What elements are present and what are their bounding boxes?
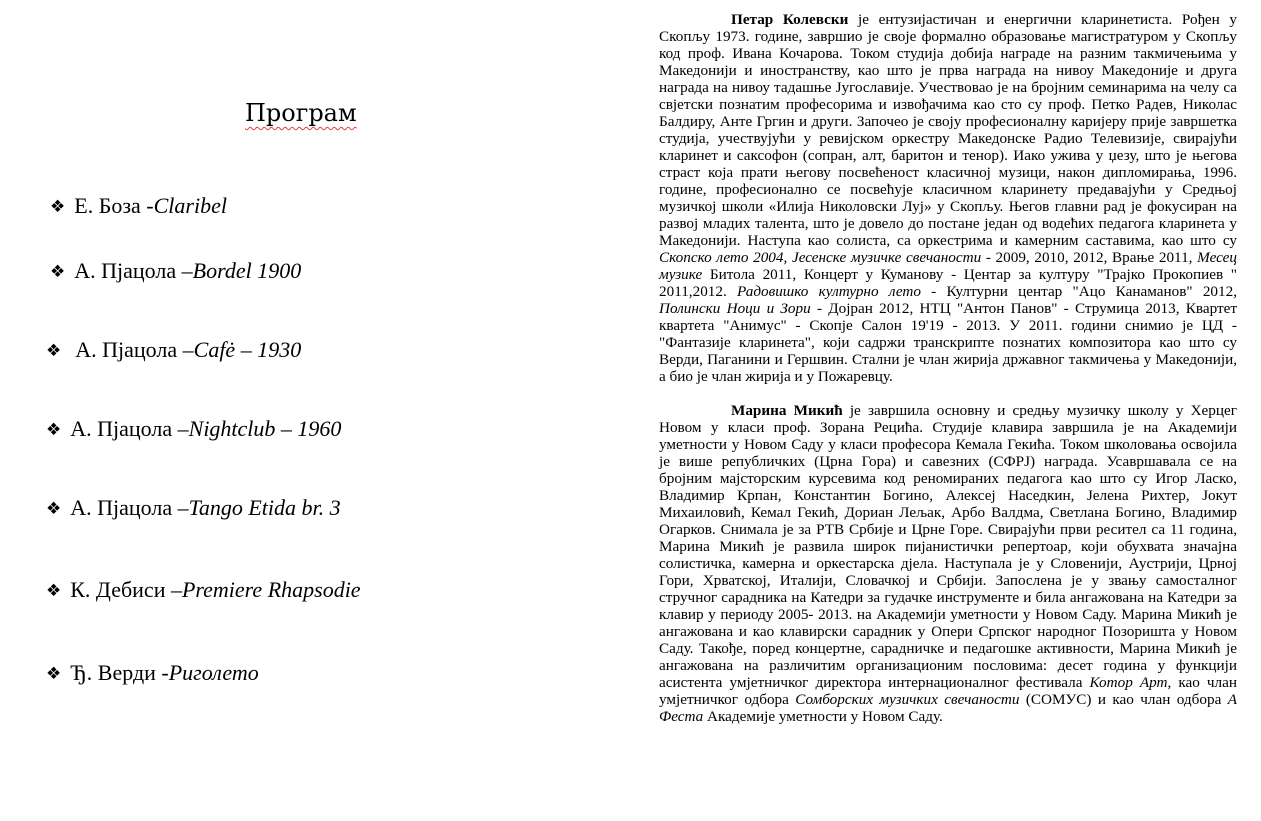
program-composer: А. Пјацола – bbox=[70, 495, 189, 520]
program-work: Nightclub – 1960 bbox=[188, 416, 342, 441]
bio-text: је завршила основну и средњу музичку школу у Херцег Новом у класи проф. Зорана Рецића. Студије клавира завршила је на Академији уметности у Новом Саду у класи професора Кемала Гекића. Током школовања освојила је више републичких (Црна Гора) и савезних (СФРЈ) награда. Усавршавала се на бројним мајсторским курсевима код реномираних педагога као што су Игор Ласко, Владимир Крпан, Константин Богино, Алексеј Наседкин, Јелена Рихтер, Јокут Михаиловић, Кемал Гекић, Дориан Лељак, Арбо Валдма, Светлана Богино, Владимир Огарков. Снимала је за РТВ Србије и Црне Горе. Свирајући први ресител са 11 година, Марина Микић је развила широк пијанистички репертоар, који обухвата значајна солистичка, камерна и оркестарска дјела. Наступала је у Словенији, Аустрији, Црној Гори, Хрватској, Италији, Словачкој и Србији. Запослена је у звању самосталног стручног сарадника на Катедри за гудачке инструменте и била ангажована на Катедри за клавир у периоду 2005- 2013. на Академији уметности у Новом Саду. Марина Микић је ангажована и као клавирски сарадник у Опери Српског народног Позоришта у Новом Саду. Такође, поред концертне, сарадничке и педагошке активности, Марина Микић је ангажована на различитим организационим пословима: десет година у функцији асистента умјетничког директора интернационалног фестивала bbox=[659, 402, 1237, 691]
bio-text: - Дојран 2012, НТЦ "Антон Панов" - Струмица 2013, Квартет квартета "Анимус" - Скопје Салон 19'19 - 2013. У 2011. години снимио је ЦД - "Фантазије кларинета", који садржи транскрипте познатих композитора као што су Верди, Паганини и Гершвин. Стални је члан жирија државног такмичења у Македонији, а био је члан жирија и у Пожаревцу. bbox=[659, 300, 1237, 385]
program-work: Риголето bbox=[168, 660, 259, 685]
program-composer: Е. Боза - bbox=[74, 193, 154, 218]
program-item bbox=[50, 193, 227, 219]
bio-text-italic: Месец музике bbox=[659, 249, 1237, 283]
bio-text-italic: Скопско лето 2004, Јесенске музичке свечаности bbox=[659, 249, 982, 266]
bio-name: Петар Колевски bbox=[731, 11, 849, 28]
program-item bbox=[50, 258, 301, 284]
bio-text: Битола 2011, Концерт у Куманову - Центар за културу "Трајко Прокопиев " 2011,2012. bbox=[659, 266, 1237, 300]
program-item bbox=[46, 577, 361, 603]
bio-name: Марина Микић bbox=[731, 402, 843, 419]
program-work: Premiere Rhapsodie bbox=[181, 577, 361, 602]
program-item bbox=[46, 660, 259, 686]
four-diamond-bullet-icon: ❖ bbox=[46, 341, 62, 361]
program-work: Tango Etida br. 3 bbox=[188, 495, 341, 520]
biographies-column bbox=[659, 11, 1237, 725]
program-composer: К. Дебиси – bbox=[70, 577, 182, 602]
bio-text-italic: Котор Арт bbox=[1089, 674, 1168, 691]
program-work: Bordel 1900 bbox=[192, 258, 302, 283]
program-composer: А. Пјацола – bbox=[70, 416, 189, 441]
program-column bbox=[0, 0, 610, 821]
bio-text-italic: Радовишко културно лето bbox=[737, 283, 921, 300]
bio-text: , као члан умјетничког одбора bbox=[659, 674, 1237, 708]
four-diamond-bullet-icon: ❖ bbox=[46, 581, 62, 601]
program-title: Програм bbox=[245, 99, 357, 127]
bio-text: - Културни центар "Ацо Канаманов" 2012, bbox=[920, 283, 1237, 300]
bio-marina-mikic bbox=[659, 402, 1237, 725]
program-item bbox=[46, 337, 301, 363]
bio-text-italic: Сомборских музичких свечаности bbox=[795, 691, 1020, 708]
four-diamond-bullet-icon: ❖ bbox=[46, 664, 62, 684]
bio-text: Академије уметности у Новом Саду. bbox=[703, 708, 943, 725]
four-diamond-bullet-icon: ❖ bbox=[46, 420, 62, 440]
program-composer: А. Пјацола – bbox=[74, 258, 193, 283]
four-diamond-bullet-icon: ❖ bbox=[46, 499, 62, 519]
four-diamond-bullet-icon: ❖ bbox=[50, 197, 66, 217]
bio-text: је ентузијастичан и енергични кларинетиста. Рођен у Скопљу 1973. године, завршио је своје формално образовање магистратуром у Скопљу код проф. Ивана Кочарова. Током студија добија награде на разним такмичењима у Македонији и иностранству, као што је прва награда на нивоу Македоније и друга награда на нивоу тадашње Југославије. Учествовао је на бројним семинарима на челу са свјетски познатим професорима и извођачима као сто су проф. Петко Радев, Николас Балдиру, Анте Гргин и други. Започео је своју професионалну каријеру прије завршетка студија, учествујући у ревијском оркестру Македонске Радио Телевизије, свирајући кларинет и саксофон (сопран, алт, баритон и тенор). Иако ужива у џезу, што је његова страст која прати његову посвећеност класичној музици, након дипломирања, 1996. године, професионално се посвећује класичном кларинету предавајући у Средњој музичкој школи «Илија Николовски Луј» у Скопљу. Његов главни рад је фокусиран на развој младих талента, што је довело до постане један од водећих педагога кларинета у Македонији. Наступа као солиста, са оркестрима и камерним саставима, као што су bbox=[659, 11, 1238, 249]
program-item bbox=[46, 495, 341, 521]
four-diamond-bullet-icon: ❖ bbox=[50, 262, 66, 282]
bio-text-italic: А Феста bbox=[659, 691, 1238, 725]
bio-petar-kolevski bbox=[659, 11, 1237, 385]
bio-text: - 2009, 2010, 2012, Врање 2011, bbox=[981, 249, 1198, 266]
program-composer: А. Пјацола – bbox=[75, 337, 194, 362]
bio-text-italic: Полински Ноци и Зори bbox=[659, 300, 811, 317]
program-composer: Ђ. Верди - bbox=[70, 660, 169, 685]
program-work: Cafė – 1930 bbox=[193, 337, 302, 362]
bio-text: (СОМУС) и као члан одбора bbox=[1019, 691, 1228, 708]
program-work: Claribel bbox=[153, 193, 227, 218]
program-item bbox=[46, 416, 341, 442]
